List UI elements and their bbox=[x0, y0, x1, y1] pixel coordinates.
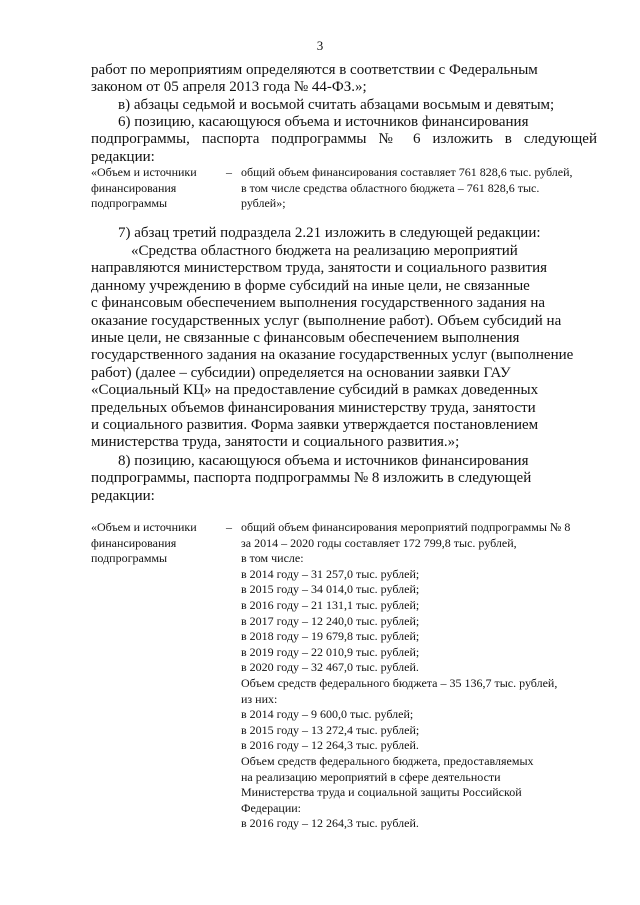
quote-line-10: предельных объемов финансирования министерству труда, занятости bbox=[91, 399, 536, 416]
quote-line-12: министерства труда, занятости и социального развития.»; bbox=[91, 434, 460, 451]
funding-dash-6: – bbox=[226, 165, 232, 179]
quote-line-8: работ) (далее – субсидии) определяется на основании заявки ГАУ bbox=[91, 364, 511, 381]
page-number: 3 bbox=[316, 38, 324, 53]
item-8-line-2: подпрограммы, паспорта подпрограммы № 8 изложить в следующей bbox=[91, 470, 532, 487]
item-8-line-3: редакции: bbox=[91, 487, 155, 504]
item-7-paragraph bbox=[91, 225, 597, 242]
quote-line-1: «Средства областного бюджета на реализацию мероприятий bbox=[131, 243, 518, 259]
quote-line-11: и социального развития. Форма заявки утверждается постановлением bbox=[91, 417, 539, 434]
funding-value-6: общий объем финансирования составляет 761 828,6 тыс. рублей, в том числе средства областного бюджета – 761 828,6 тыс. рублей»; bbox=[241, 165, 573, 211]
quote-line-9: «Социальный КЦ» на предоставление субсидий в рамках доведенных bbox=[91, 382, 539, 399]
item-7-quote bbox=[91, 243, 597, 452]
intro-line-2: законом от 05 апреля 2013 года № 44-ФЗ.»; bbox=[91, 79, 367, 96]
item-v-text: в) абзацы седьмой и восьмой считать абзацами восьмым и девятым; bbox=[118, 97, 555, 113]
quote-line-2: направляются министерством труда, занятости и социального развития bbox=[91, 260, 548, 277]
quote-line-7: государственного задания на оказание государственных услуг (выполнение bbox=[91, 347, 574, 364]
funding-label-6: «Объем и источники финансирования подпрограммы bbox=[91, 165, 197, 211]
intro-line-1: работ по мероприятиям определяются в соответствии с Федеральным bbox=[91, 62, 538, 78]
quote-line-4: с финансовым обеспечением выполнения государственного задания на bbox=[91, 295, 546, 312]
item-8-paragraph bbox=[91, 453, 597, 505]
item-7-text: 7) абзац третий подраздела 2.21 изложить в следующей редакции: bbox=[118, 225, 541, 241]
item-6-line-1: 6) позицию, касающуюся объема и источников финансирования bbox=[118, 114, 529, 130]
item-8-line-1: 8) позицию, касающуюся объема и источников финансирования bbox=[118, 453, 529, 469]
item-v-paragraph bbox=[91, 97, 597, 114]
intro-paragraph bbox=[91, 62, 597, 97]
item-6-paragraph bbox=[91, 114, 597, 166]
quote-line-6: иные цели, не связанные с финансовым обеспечением выполнения bbox=[91, 330, 520, 347]
item-6-line-2: подпрограммы, паспорта подпрограммы № 6 изложить в следующей редакции: bbox=[91, 131, 597, 165]
funding-value-8: общий объем финансирования мероприятий подпрограммы № 8 за 2014 – 2020 годы составляет 172 799,8 тыс. рублей, в том числе: в 2014 году – 31 257,0 тыс. рублей; в 2015 году – 34 014,0 тыс. рублей; в 2016 году – 21 131,1 тыс. рублей; в 2017 году – 12 240,0 тыс. рублей; в 2018 году – 19 679,8 тыс. рублей; в 2019 году – 22 010,9 тыс. рублей; в 2020 году – 32 467,0 тыс. рублей. Объем средств федерального бюджета – 35 136,7 тыс. рублей, из них: в 2014 году – 9 600,0 тыс. рублей; в 2015 году – 13 272,4 тыс. рублей; в 2016 году – 12 264,3 тыс. рублей. Объем средств федерального бюджета, предоставляемых на реализацию мероприятий в сфере деятельности Министерства труда и социальной защиты Российской Федерации: в 2016 году – 12 264,3 тыс. рублей. bbox=[241, 520, 571, 831]
funding-dash-8: – bbox=[226, 520, 232, 534]
quote-line-3: данному учреждению в форме субсидий на иные цели, не связанные bbox=[91, 277, 530, 294]
quote-line-5: оказание государственных услуг (выполнение работ). Объем субсидий на bbox=[91, 312, 562, 329]
funding-label-8: «Объем и источники финансирования подпрограммы bbox=[91, 520, 197, 566]
